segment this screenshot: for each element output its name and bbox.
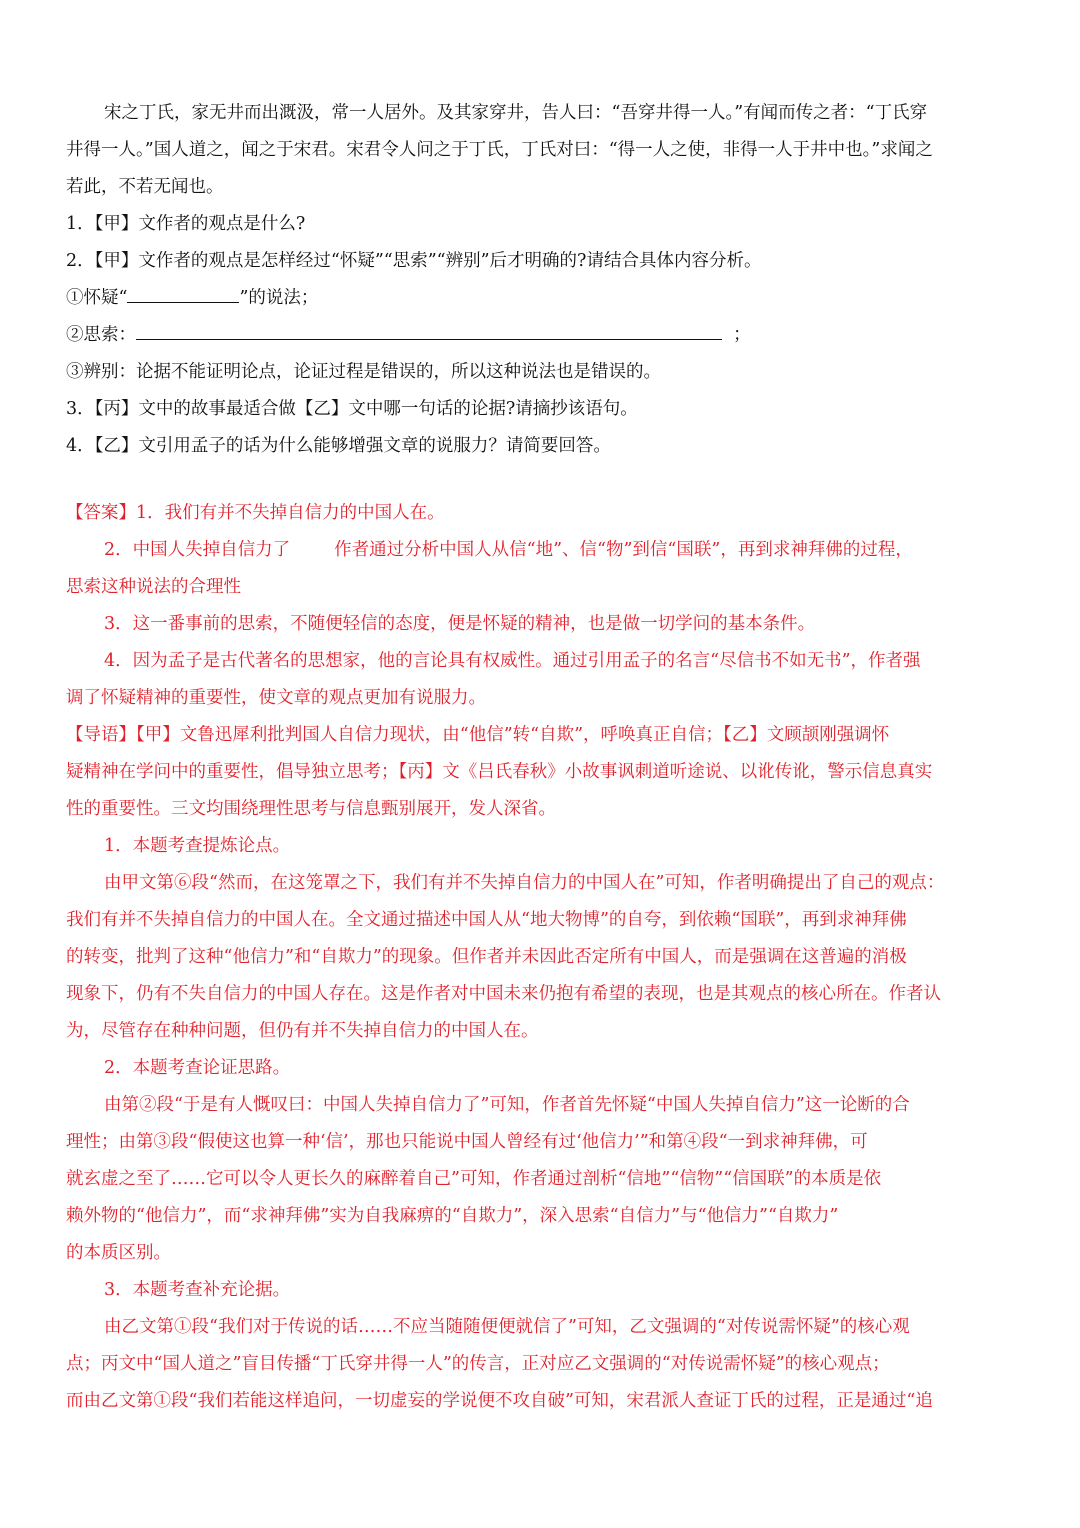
answer-2-part1: 2．中国人失掉自信力了	[104, 540, 291, 560]
answer-2-cont: 思索这种说法的合理性	[66, 577, 241, 597]
guide-line: 性的重要性。三文均围绕理性思考与信息甄别展开，发人深省。	[66, 799, 556, 819]
analysis-line: 点；丙文中“国人道之”盲目传播“丁氏穿井得一人”的传言，正对应乙文强调的“对传说需怀疑”的核心观点；	[66, 1354, 890, 1374]
answer-1: 【答案】1．我们有并不失掉自信力的中国人在。	[66, 503, 445, 523]
analysis-line: 现象下，仍有不失自信力的中国人存在。这是作者对中国未来仍抱有希望的表现，也是其观点的核心所在。作者认	[66, 984, 941, 1004]
analysis-line: 我们有并不失掉自信力的中国人在。全文通过描述中国人从“地大物博”的自夸，到依赖“国联”，再到求神拜佛	[66, 910, 907, 930]
analysis-line: 为，尽管存在种种问题，但仍有并不失掉自信力的中国人在。	[66, 1021, 539, 1041]
passage-line: 井得一人。”国人道之，闻之于宋君。宋君令人问之于丁氏，丁氏对曰：“得一人之使，非得一人于井中也。”求闻之	[66, 140, 933, 160]
answer-4-cont: 调了怀疑精神的重要性，使文章的观点更加有说服力。	[66, 688, 486, 708]
answer-2	[66, 532, 1016, 569]
analysis-line: 由乙文第①段“我们对于传说的话……不应当随随便便就信了”可知，乙文强调的“对传说需怀疑”的核心观	[104, 1317, 910, 1337]
question-2-blank-a	[66, 280, 1016, 317]
analysis-line: 由第②段“于是有人慨叹曰：中国人失掉自信力了”可知，作者首先怀疑“中国人失掉自信力”这一论断的合	[104, 1095, 910, 1115]
blank-a-prefix: ①怀疑“	[66, 288, 128, 308]
document-page	[66, 95, 1016, 1420]
question-2-c: ③辨别：论据不能证明论点，论证过程是错误的，所以这种说法也是错误的。	[66, 362, 661, 382]
analysis-heading-1: 1．本题考查提炼论点。	[104, 836, 291, 856]
analysis-line: 就玄虚之至了……它可以令人更长久的麻醉着自己”可知，作者通过剖析“信地”“信物”“信国联”的本质是依	[66, 1169, 882, 1189]
question-4: 4．【乙】文引用孟子的话为什么能够增强文章的说服力？请简要回答。	[66, 436, 611, 456]
analysis-line: 由甲文第⑥段“然而，在这笼罩之下，我们有并不失掉自信力的中国人在”可知，作者明确提出了自己的观点：	[104, 873, 945, 893]
guide-line: 【导语】【甲】文鲁迅犀利批判国人自信力现状，由“他信”转“自欺”，呼唤真正自信；【乙】文顾颉刚强调怀	[66, 725, 890, 745]
analysis-line: 而由乙文第①段“我们若能这样追问，一切虚妄的学说便不攻自破”可知，宋君派人查证丁氏的过程，正是通过“追	[66, 1391, 933, 1411]
analysis-heading-3: 3．本题考查补充论据。	[104, 1280, 291, 1300]
section-gap	[66, 465, 1016, 495]
blank-a-suffix: ”的说法；	[239, 288, 319, 308]
guide-line: 疑精神在学问中的重要性，倡导独立思考；【丙】文《吕氏春秋》小故事讽刺道听途说、以讹传讹，警示信息真实	[66, 762, 933, 782]
question-3: 3．【丙】文中的故事最适合做【乙】文中哪一句话的论据?请摘抄该语句。	[66, 399, 638, 419]
analysis-line: 赖外物的“他信力”，而“求神拜佛”实为自我麻痹的“自欺力”，深入思索“自信力”与“他信力”“自欺力”	[66, 1206, 839, 1226]
answer-3: 3．这一番事前的思索，不随便轻信的态度，便是怀疑的精神，也是做一切学问的基本条件。	[104, 614, 816, 634]
analysis-line: 的转变，批判了这种“他信力”和“自欺力”的现象。但作者并未因此否定所有中国人，而是强调在这普遍的消极	[66, 947, 907, 967]
passage-line: 宋之丁氏，家无井而出溉汲，常一人居外。及其家穿井，告人曰：“吾穿井得一人。”有闻而传之者：“丁氏穿	[104, 103, 928, 123]
fill-blank-b[interactable]	[136, 317, 722, 340]
analysis-line: 的本质区别。	[66, 1243, 171, 1263]
answer-2-part2: 作者通过分析中国人从信“地”、信“物”到信“国联”，再到求神拜佛的过程，	[334, 540, 913, 560]
blank-b-suffix: ；	[733, 325, 751, 345]
question-1: 1．【甲】文作者的观点是什么?	[66, 214, 306, 234]
fill-blank-a[interactable]	[127, 280, 239, 303]
blank-b-prefix: ②思索：	[66, 325, 136, 345]
analysis-heading-2: 2．本题考查论证思路。	[104, 1058, 291, 1078]
analysis-line: 理性；由第③段“假使这也算一种‘信’，那也只能说中国人曾经有过‘他信力’”和第④段“一到求神拜佛，可	[66, 1132, 868, 1152]
answer-4: 4．因为孟子是古代著名的思想家，他的言论具有权威性。通过引用孟子的名言“尽信书不如无书”，作者强	[104, 651, 921, 671]
question-2-blank-b	[66, 317, 1016, 354]
question-2: 2．【甲】文作者的观点是怎样经过“怀疑”“思索”“辨别”后才明确的?请结合具体内容分析。	[66, 251, 762, 271]
passage-line: 若此，不若无闻也。	[66, 177, 224, 197]
